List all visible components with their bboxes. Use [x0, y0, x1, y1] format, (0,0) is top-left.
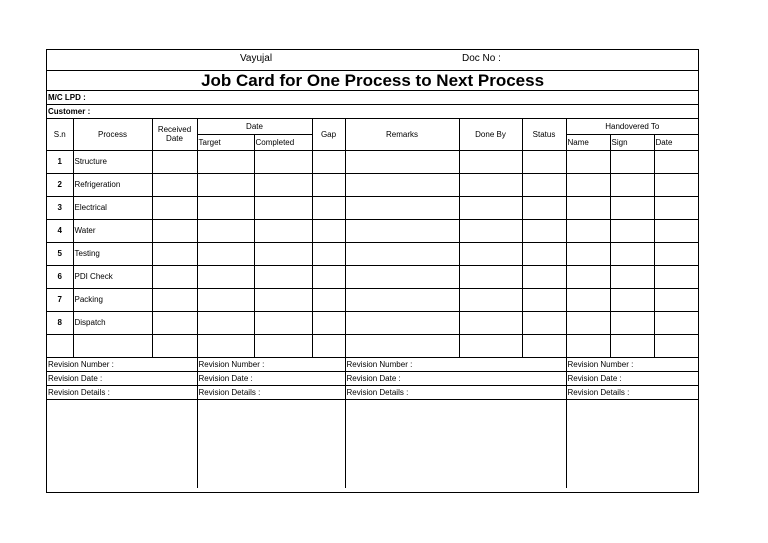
- remarks-cell[interactable]: [345, 173, 459, 196]
- row-sn: 6: [47, 265, 73, 288]
- received-date-cell[interactable]: [152, 288, 197, 311]
- done-by-cell[interactable]: [459, 334, 522, 357]
- sign-cell[interactable]: [610, 219, 654, 242]
- gap-cell[interactable]: [312, 334, 345, 357]
- date-cell[interactable]: [654, 288, 698, 311]
- done-by-cell[interactable]: [459, 288, 522, 311]
- status-cell[interactable]: [522, 173, 566, 196]
- col-header-status: Status: [522, 118, 566, 150]
- status-cell[interactable]: [522, 219, 566, 242]
- sign-cell[interactable]: [610, 288, 654, 311]
- received-date-cell[interactable]: [152, 265, 197, 288]
- revision-number-label: Revision Number :: [566, 357, 698, 371]
- remarks-cell[interactable]: [345, 150, 459, 173]
- date-cell[interactable]: [654, 150, 698, 173]
- sign-cell[interactable]: [610, 334, 654, 357]
- name-cell[interactable]: [566, 219, 610, 242]
- gap-cell[interactable]: [312, 242, 345, 265]
- date-cell[interactable]: [654, 265, 698, 288]
- revision-date-label: Revision Date :: [345, 371, 566, 385]
- date-cell[interactable]: [654, 219, 698, 242]
- col-header-process: Process: [73, 118, 152, 150]
- row-process: PDI Check: [73, 265, 152, 288]
- col-header-date: Date: [654, 134, 698, 150]
- company-name: Vayujal: [240, 52, 273, 64]
- revision-date-label: Revision Date :: [197, 371, 345, 385]
- completed-cell[interactable]: [254, 311, 312, 334]
- sign-cell[interactable]: [610, 150, 654, 173]
- col-header-completed: Completed: [254, 134, 312, 150]
- done-by-cell[interactable]: [459, 219, 522, 242]
- job-card-sheet: [46, 49, 699, 493]
- table-row: [47, 334, 698, 357]
- target-cell[interactable]: [197, 334, 254, 357]
- date-cell[interactable]: [654, 173, 698, 196]
- completed-cell[interactable]: [254, 265, 312, 288]
- remarks-cell[interactable]: [345, 288, 459, 311]
- revision-details-box[interactable]: [566, 399, 698, 488]
- revision-details-label: Revision Details :: [566, 385, 698, 399]
- status-cell[interactable]: [522, 196, 566, 219]
- col-header-received-date: Received Date: [152, 118, 197, 150]
- table-row: [47, 242, 698, 265]
- revision-number-label: Revision Number :: [197, 357, 345, 371]
- completed-cell[interactable]: [254, 219, 312, 242]
- target-cell[interactable]: [197, 150, 254, 173]
- col-header-target: Target: [197, 134, 254, 150]
- job-card-table: [47, 50, 698, 488]
- row-sn: 8: [47, 311, 73, 334]
- table-row: [47, 196, 698, 219]
- revision-number-label: Revision Number :: [345, 357, 566, 371]
- gap-cell[interactable]: [312, 219, 345, 242]
- revision-number-label: Revision Number :: [47, 357, 197, 371]
- done-by-cell[interactable]: [459, 150, 522, 173]
- revision-details-box[interactable]: [47, 399, 197, 488]
- received-date-cell[interactable]: [152, 311, 197, 334]
- row-sn: 5: [47, 242, 73, 265]
- completed-cell[interactable]: [254, 288, 312, 311]
- completed-cell[interactable]: [254, 334, 312, 357]
- col-header-sn: S.n: [47, 118, 73, 150]
- gap-cell[interactable]: [312, 311, 345, 334]
- row-sn: 3: [47, 196, 73, 219]
- remarks-cell[interactable]: [345, 219, 459, 242]
- row-sn: 2: [47, 173, 73, 196]
- date-cell[interactable]: [654, 311, 698, 334]
- done-by-cell[interactable]: [459, 242, 522, 265]
- revision-date-label: Revision Date :: [47, 371, 197, 385]
- col-header-name: Name: [566, 134, 610, 150]
- row-process: Testing: [73, 242, 152, 265]
- remarks-cell[interactable]: [345, 334, 459, 357]
- doc-no-label: Doc No :: [462, 52, 501, 64]
- gap-cell[interactable]: [312, 150, 345, 173]
- gap-cell[interactable]: [312, 173, 345, 196]
- name-cell[interactable]: [566, 173, 610, 196]
- date-cell[interactable]: [654, 196, 698, 219]
- status-cell[interactable]: [522, 311, 566, 334]
- remarks-cell[interactable]: [345, 265, 459, 288]
- table-row: [47, 150, 698, 173]
- done-by-cell[interactable]: [459, 311, 522, 334]
- col-header-sign: Sign: [610, 134, 654, 150]
- done-by-cell[interactable]: [459, 196, 522, 219]
- row-sn: 7: [47, 288, 73, 311]
- row-process: Packing: [73, 288, 152, 311]
- customer-field: Customer :: [47, 104, 698, 118]
- col-header-done-by: Done By: [459, 118, 522, 150]
- done-by-cell[interactable]: [459, 173, 522, 196]
- status-cell[interactable]: [522, 242, 566, 265]
- status-cell[interactable]: [522, 150, 566, 173]
- row-process: Refrigeration: [73, 173, 152, 196]
- revision-date-label: Revision Date :: [566, 371, 698, 385]
- target-cell[interactable]: [197, 242, 254, 265]
- revision-details-label: Revision Details :: [345, 385, 566, 399]
- received-date-cell[interactable]: [152, 173, 197, 196]
- row-process: Structure: [73, 150, 152, 173]
- row-process: Dispatch: [73, 311, 152, 334]
- row-sn: 4: [47, 219, 73, 242]
- name-cell[interactable]: [566, 150, 610, 173]
- remarks-cell[interactable]: [345, 196, 459, 219]
- remarks-cell[interactable]: [345, 242, 459, 265]
- name-cell[interactable]: [566, 265, 610, 288]
- target-cell[interactable]: [197, 311, 254, 334]
- name-cell[interactable]: [566, 242, 610, 265]
- received-date-cell[interactable]: [152, 334, 197, 357]
- remarks-cell[interactable]: [345, 311, 459, 334]
- table-row: [47, 265, 698, 288]
- table-row: [47, 173, 698, 196]
- sign-cell[interactable]: [610, 311, 654, 334]
- target-cell[interactable]: [197, 288, 254, 311]
- status-cell[interactable]: [522, 334, 566, 357]
- sign-cell[interactable]: [610, 196, 654, 219]
- received-date-cell[interactable]: [152, 242, 197, 265]
- target-cell[interactable]: [197, 265, 254, 288]
- name-cell[interactable]: [566, 311, 610, 334]
- gap-cell[interactable]: [312, 196, 345, 219]
- target-cell[interactable]: [197, 173, 254, 196]
- target-cell[interactable]: [197, 196, 254, 219]
- row-process: [73, 334, 152, 357]
- received-date-cell[interactable]: [152, 219, 197, 242]
- row-sn: [47, 334, 73, 357]
- row-sn: 1: [47, 150, 73, 173]
- name-cell[interactable]: [566, 334, 610, 357]
- col-header-handovered-group: Handovered To: [566, 118, 698, 134]
- completed-cell[interactable]: [254, 173, 312, 196]
- table-row: [47, 219, 698, 242]
- sign-cell[interactable]: [610, 173, 654, 196]
- done-by-cell[interactable]: [459, 265, 522, 288]
- gap-cell[interactable]: [312, 265, 345, 288]
- col-header-remarks: Remarks: [345, 118, 459, 150]
- row-process: Electrical: [73, 196, 152, 219]
- revision-details-box[interactable]: [345, 399, 566, 488]
- sign-cell[interactable]: [610, 242, 654, 265]
- date-cell[interactable]: [654, 334, 698, 357]
- completed-cell[interactable]: [254, 150, 312, 173]
- target-cell[interactable]: [197, 219, 254, 242]
- name-cell[interactable]: [566, 288, 610, 311]
- mc-lpd-field: M/C LPD :: [47, 90, 698, 104]
- company-row: [47, 50, 698, 70]
- table-row: [47, 311, 698, 334]
- row-process: Water: [73, 219, 152, 242]
- completed-cell[interactable]: [254, 196, 312, 219]
- revision-details-label: Revision Details :: [197, 385, 345, 399]
- date-cell[interactable]: [654, 242, 698, 265]
- received-date-cell[interactable]: [152, 196, 197, 219]
- received-date-cell[interactable]: [152, 150, 197, 173]
- revision-details-box[interactable]: [197, 399, 345, 488]
- table-row: [47, 288, 698, 311]
- gap-cell[interactable]: [312, 288, 345, 311]
- col-header-gap: Gap: [312, 118, 345, 150]
- page-title: Job Card for One Process to Next Process: [47, 70, 698, 90]
- col-header-date-group: Date: [197, 118, 312, 134]
- name-cell[interactable]: [566, 196, 610, 219]
- completed-cell[interactable]: [254, 242, 312, 265]
- sign-cell[interactable]: [610, 265, 654, 288]
- status-cell[interactable]: [522, 265, 566, 288]
- status-cell[interactable]: [522, 288, 566, 311]
- revision-details-label: Revision Details :: [47, 385, 197, 399]
